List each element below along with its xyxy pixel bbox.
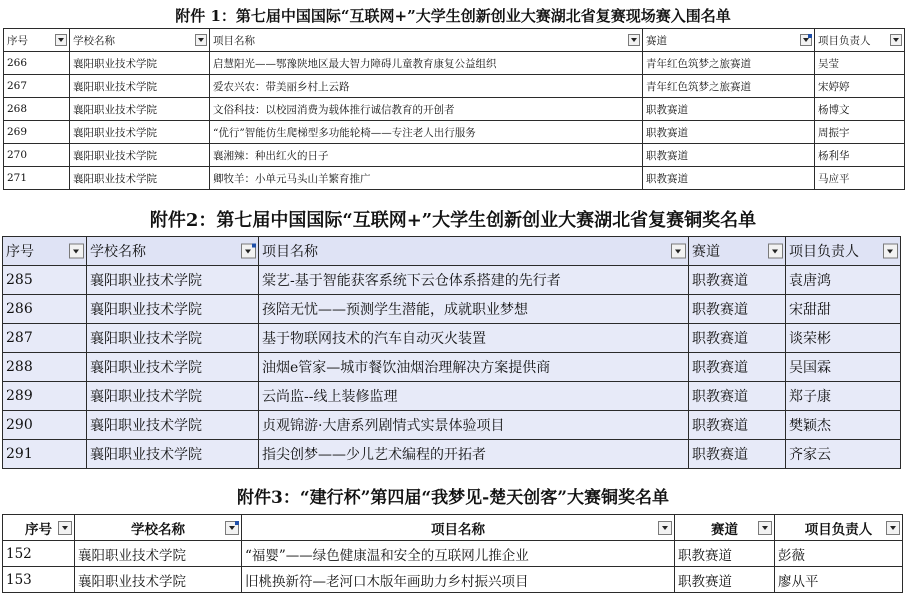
filter-dropdown-icon[interactable] <box>195 34 207 46</box>
cell-school: 襄阳职业技术学院 <box>87 353 259 382</box>
cell-index: 291 <box>3 440 87 469</box>
cell-index: 266 <box>4 52 70 75</box>
cell-leader: 杨博文 <box>815 98 905 121</box>
cell-track: 青年红色筑梦之旅赛道 <box>643 75 815 98</box>
cell-track: 职教赛道 <box>675 541 775 567</box>
cell-index: 290 <box>3 411 87 440</box>
cell-project: 文俗科技：以校园消费为载体推行诚信教育的开创者 <box>210 98 643 121</box>
header-index: 序号 <box>4 29 70 52</box>
cell-project: 卿牧羊：小单元马头山羊繁育推广 <box>210 167 643 190</box>
cell-school: 襄阳职业技术学院 <box>87 382 259 411</box>
cell-track: 职教赛道 <box>643 98 815 121</box>
cell-track: 职教赛道 <box>689 266 786 295</box>
cell-index: 268 <box>4 98 70 121</box>
annex-2-table <box>2 236 901 469</box>
cell-leader: 吴莹 <box>815 52 905 75</box>
cell-school: 襄阳职业技术学院 <box>70 144 210 167</box>
cell-school: 襄阳职业技术学院 <box>70 167 210 190</box>
table-row <box>3 541 903 567</box>
header-track: 赛道 <box>675 515 775 541</box>
cell-track: 职教赛道 <box>643 144 815 167</box>
filter-dropdown-icon[interactable] <box>671 244 686 259</box>
cell-school: 襄阳职业技术学院 <box>87 440 259 469</box>
cell-leader: 吴国霖 <box>786 353 901 382</box>
header-track: 赛道 <box>643 29 815 52</box>
cell-project: “优行”智能仿生爬梯型多功能轮椅——专注老人出行服务 <box>210 121 643 144</box>
cell-project: 油烟e管家—城市餐饮油烟治理解决方案提供商 <box>259 353 689 382</box>
annex-1-table <box>3 28 905 190</box>
cell-track: 职教赛道 <box>689 382 786 411</box>
table-row <box>4 144 905 167</box>
cell-leader: 彭薇 <box>775 541 903 567</box>
cell-index: 271 <box>4 167 70 190</box>
cell-track: 职教赛道 <box>689 440 786 469</box>
cell-project: 棠艺-基于智能获客系统下云仓体系搭建的先行者 <box>259 266 689 295</box>
cell-school: 襄阳职业技术学院 <box>87 295 259 324</box>
annex-1-section <box>0 4 906 190</box>
cell-school: 襄阳职业技术学院 <box>70 75 210 98</box>
cell-school: 襄阳职业技术学院 <box>70 52 210 75</box>
cell-index: 270 <box>4 144 70 167</box>
table-row <box>3 353 901 382</box>
filter-dropdown-icon[interactable] <box>890 34 902 46</box>
cell-leader: 宋甜甜 <box>786 295 901 324</box>
header-project: 项目名称 <box>259 237 689 266</box>
filter-dropdown-icon[interactable] <box>55 34 67 46</box>
table-row <box>4 52 905 75</box>
cell-index: 288 <box>3 353 87 382</box>
cell-index: 267 <box>4 75 70 98</box>
cell-school: 襄阳职业技术学院 <box>70 98 210 121</box>
table-header-row <box>3 237 901 266</box>
cell-index: 269 <box>4 121 70 144</box>
header-leader: 项目负责人 <box>815 29 905 52</box>
cell-track: 职教赛道 <box>689 295 786 324</box>
cell-leader: 廖从平 <box>775 567 903 593</box>
cell-leader: 樊颖杰 <box>786 411 901 440</box>
cell-track: 职教赛道 <box>643 121 815 144</box>
filter-dropdown-icon[interactable] <box>628 34 640 46</box>
filter-dropdown-icon[interactable] <box>758 521 772 535</box>
table-header-row <box>4 29 905 52</box>
cell-leader: 袁唐鸿 <box>786 266 901 295</box>
table-row <box>4 75 905 98</box>
cell-track: 职教赛道 <box>643 167 815 190</box>
table-row <box>4 98 905 121</box>
table-row <box>3 295 901 324</box>
table-row <box>3 382 901 411</box>
cell-leader: 周振宇 <box>815 121 905 144</box>
cell-track: 职教赛道 <box>689 411 786 440</box>
cell-project: 云尚监--线上装修监理 <box>259 382 689 411</box>
cell-leader: 马应平 <box>815 167 905 190</box>
header-leader: 项目负责人 <box>775 515 903 541</box>
filter-dropdown-icon[interactable] <box>58 521 72 535</box>
cell-school: 襄阳职业技术学院 <box>75 567 242 593</box>
cell-project: 旧桃换新符—老河口木版年画助力乡村振兴项目 <box>242 567 675 593</box>
header-leader: 项目负责人 <box>786 237 901 266</box>
cell-project: 孩陪无忧——预测学生潜能，成就职业梦想 <box>259 295 689 324</box>
cell-project: 贞观锦游·大唐系列剧情式实景体验项目 <box>259 411 689 440</box>
cell-leader: 郑子康 <box>786 382 901 411</box>
cell-track: 职教赛道 <box>689 324 786 353</box>
annex-3-title: 附件3：“建行杯”第四届“我梦见-楚天创客”大赛铜奖名单 <box>237 488 669 508</box>
cell-index: 289 <box>3 382 87 411</box>
cell-track: 职教赛道 <box>689 353 786 382</box>
cell-leader: 宋婷婷 <box>815 75 905 98</box>
cell-index: 152 <box>3 541 75 567</box>
header-track: 赛道 <box>689 237 786 266</box>
cell-index: 286 <box>3 295 87 324</box>
cell-school: 襄阳职业技术学院 <box>87 324 259 353</box>
cell-leader: 杨利华 <box>815 144 905 167</box>
table-row <box>3 266 901 295</box>
header-school: 学校名称 <box>70 29 210 52</box>
filter-dropdown-icon[interactable] <box>768 244 783 259</box>
cell-school: 襄阳职业技术学院 <box>87 411 259 440</box>
annex-1-title: 附件 1：第七届中国国际“互联网+”大学生创新创业大赛湖北省复赛现场赛入围名单 <box>175 7 731 25</box>
annex-3-table <box>2 514 903 593</box>
filter-dropdown-icon[interactable] <box>883 244 898 259</box>
cell-school: 襄阳职业技术学院 <box>75 541 242 567</box>
header-index: 序号 <box>3 515 75 541</box>
annex-2-title: 附件2：第七届中国国际“互联网+”大学生创新创业大赛湖北省复赛铜奖名单 <box>149 210 757 231</box>
header-project: 项目名称 <box>210 29 643 52</box>
cell-track: 青年红色筑梦之旅赛道 <box>643 52 815 75</box>
table-header-row <box>3 515 903 541</box>
table-row <box>3 324 901 353</box>
cell-project: 指尖创梦——少儿艺术编程的开拓者 <box>259 440 689 469</box>
cell-leader: 谈荣彬 <box>786 324 901 353</box>
header-index: 序号 <box>3 237 87 266</box>
table-row <box>4 121 905 144</box>
filter-dropdown-icon[interactable] <box>658 521 672 535</box>
filter-dropdown-icon[interactable] <box>69 244 84 259</box>
cell-index: 285 <box>3 266 87 295</box>
cell-track: 职教赛道 <box>675 567 775 593</box>
table-row <box>3 567 903 593</box>
table-row <box>3 440 901 469</box>
cell-project: 襄湘辣：种出红火的日子 <box>210 144 643 167</box>
header-project: 项目名称 <box>242 515 675 541</box>
header-school: 学校名称 <box>87 237 259 266</box>
header-school: 学校名称 <box>75 515 242 541</box>
cell-index: 287 <box>3 324 87 353</box>
cell-school: 襄阳职业技术学院 <box>70 121 210 144</box>
annex-3-section <box>0 482 906 593</box>
filter-funnel-icon[interactable] <box>800 34 812 46</box>
cell-project: “福婴”——绿色健康温和安全的互联网儿推企业 <box>242 541 675 567</box>
annex-2-section <box>0 206 906 469</box>
cell-project: 爱农兴农：带美丽乡村上云路 <box>210 75 643 98</box>
table-row <box>4 167 905 190</box>
filter-funnel-icon[interactable] <box>225 521 239 535</box>
table-row <box>3 411 901 440</box>
cell-school: 襄阳职业技术学院 <box>87 266 259 295</box>
cell-index: 153 <box>3 567 75 593</box>
cell-leader: 齐家云 <box>786 440 901 469</box>
cell-project: 启慧阳光——鄂豫陕地区最大智力障碍儿童教育康复公益组织 <box>210 52 643 75</box>
filter-dropdown-icon[interactable] <box>886 521 900 535</box>
filter-funnel-icon[interactable] <box>241 244 256 259</box>
cell-project: 基于物联网技术的汽车自动灭火装置 <box>259 324 689 353</box>
